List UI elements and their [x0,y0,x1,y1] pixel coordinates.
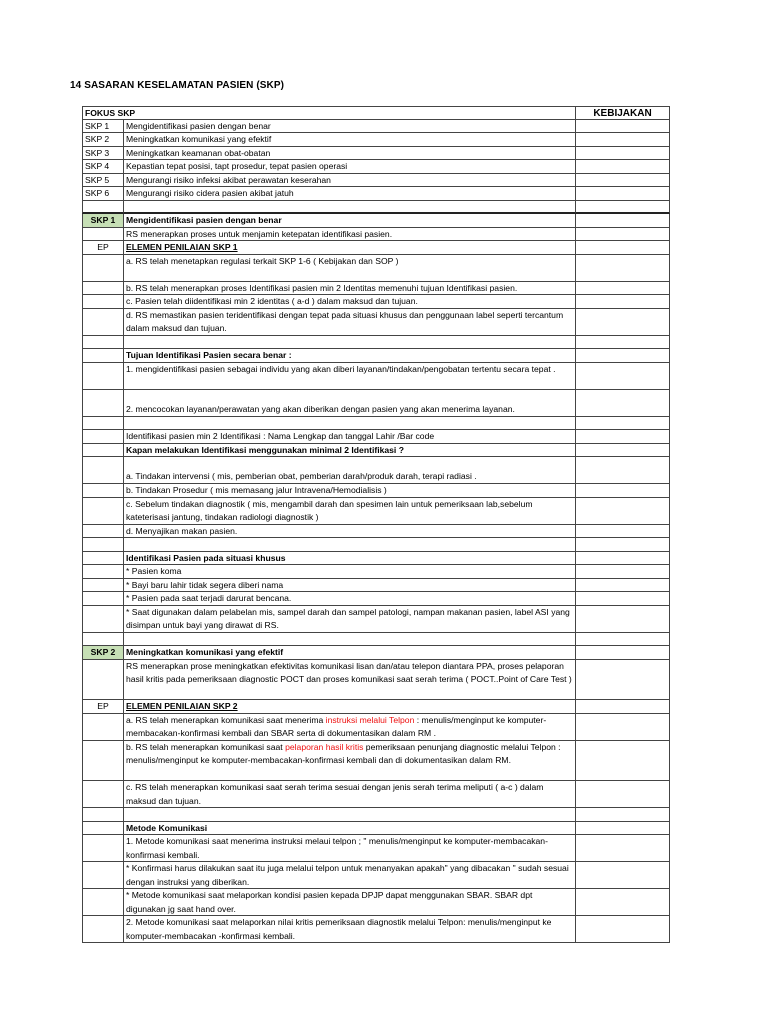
metode-2: 2. Metode komunikasi saat melaporkan nilai kritis pemeriksaan diagnostik melalui Telpon: menulis/menginput ke komputer-membacakan -konfirmasi kembali. [124,916,576,943]
table-row [82,187,670,201]
khusus-title: Identifikasi Pasien pada situasi khusus [124,552,576,566]
skp2-b-pre: b. RS telah menerapkan komunikasi saat [126,741,286,752]
tujuan-title: Tujuan Identifikasi Pasien secara benar : [124,349,576,363]
table-row [82,606,670,633]
table-header-row [82,106,670,120]
kebijakan-header: KEBIJAKAN [576,106,670,120]
table-row [82,700,670,714]
skp2-intro: RS menerapkan prose meningkatkan efektivitas komunikasi lisan dan/atau telepon diantara PPA, proses pelaporan hasil kritis pada pemeriksaan diagnostic POCT dan proses komunikasi saat serah terima ( POCT..Point of Care Test ) [124,660,576,701]
kebijakan-cell [576,174,670,188]
ep-label: EP [82,241,124,255]
skp2-c: c. RS telah menerapkan komunikasi saat serah terima sesuai dengan jenis serah terima meliputi ( a-c ) dalam maksud dan tujuan. [124,781,576,808]
table-row [82,309,670,336]
kapan-c: c. Sebelum tindakan diagnostik ( mis, mengambil darah dan spesimen lain untuk pemeriksaan lab,sebelum kateterisasi jantung, tindakan radiologi diagnostik ) [124,498,576,525]
table-row [82,133,670,147]
table-row [82,457,670,484]
skp-text: Mengurangi risiko cidera pasien akibat jatuh [124,187,576,201]
skp-code: SKP 5 [82,174,124,188]
kapan-title: Kapan melakukan Identifikasi menggunakan minimal 2 Identifikasi ? [124,444,576,458]
table-row [82,295,670,309]
table-row [82,174,670,188]
tujuan-2: 2. mencocokan layanan/perawatan yang akan diberikan dengan pasien yang akan menerima layanan. [124,390,576,417]
table-row [82,147,670,161]
kapan-a: a. Tindakan intervensi ( mis, pemberian obat, pemberian darah/produk darah, terapi radiasi . [124,457,576,484]
table-row [82,255,670,282]
skp2-title: Meningkatkan komunikasi yang efektif [124,646,576,660]
table-row [82,741,670,782]
identifikasi-min2: Identifikasi pasien min 2 Identifikasi : Nama Lengkap dan tanggal Lahir /Bar code [124,430,576,444]
empty-row [82,538,670,552]
metode-1: 1. Metode komunikasi saat menerima instruksi melaui telpon ; " menulis/menginput ke komputer-membacakan-konfirmasi kembali. [124,835,576,862]
fokus-header: FOKUS SKP [82,106,576,120]
empty-row [82,633,670,647]
table-row [82,579,670,593]
table-row [82,592,670,606]
ep-label: EP [82,700,124,714]
skp-code: SKP 2 [82,133,124,147]
khusus-3: * Pasien pada saat terjadi darurat bencana. [124,592,576,606]
khusus-4: * Saat digunakan dalam pelabelan mis, sampel darah dan sampel patologi, nampan makanan pasien, label ASI yang disimpan untuk bayi yang dirawat di RS. [124,606,576,633]
table-row [82,444,670,458]
skp2-a-highlight: instruksi melalui Telpon [325,714,415,725]
table-row [82,160,670,174]
empty-row [82,417,670,431]
skp2-elemen-title: ELEMEN PENILAIAN SKP 2 [124,700,576,714]
table-row [82,889,670,916]
skp2-a [124,714,576,741]
skp2-b-post: pemeriksaan penunjang diagnostic melalui Telpon : menulis/menginput ke komputer-membacakan-konfirmasi kembali dan di dokumentasikan dalam RM. [126,741,561,765]
skp1-b: b. RS telah menerapkan proses Identifikasi pasien min 2 Identitas memenuhi tujuan Identifikasi pasien. [124,282,576,296]
kebijakan-cell [576,120,670,134]
khusus-1: * Pasien koma [124,565,576,579]
table-row [82,363,670,390]
table-row [82,241,670,255]
skp1-title-row [82,214,670,228]
skp-code: SKP 4 [82,160,124,174]
skp1-intro: RS menerapkan proses untuk menjamin ketepatan identifikasi pasien. [124,228,576,242]
kapan-b: b. Tindakan Prosedur ( mis memasang jalur Intravena/Hemodialisis ) [124,484,576,498]
table-row [82,916,670,943]
table-row [82,349,670,363]
skp1-title: Mengidentifikasi pasien dengan benar [124,214,576,228]
table-row [82,835,670,862]
empty-row [82,808,670,822]
table-row [82,565,670,579]
skp1-d: d. RS memastikan pasien teridentifikasi dengan tepat pada situasi khusus dan penggunaan label seperti tercantum dalam maksud dan tujuan. [124,309,576,336]
skp-code: SKP 3 [82,147,124,161]
table-row [82,714,670,741]
table-row [82,430,670,444]
skp-text: Meningkatkan komunikasi yang efektif [124,133,576,147]
table-row [82,525,670,539]
metode-1b: * Konfirmasi harus dilakukan saat itu juga melalui telpon untuk menanyakan apakah" yang dibacakan " sudah sesuai dengan instruksi yang diberikan. [124,862,576,889]
table-row [82,484,670,498]
metode-title: Metode Komunikasi [124,822,576,836]
document-title: 14 SASARAN KESELAMATAN PASIEN (SKP) [70,80,285,91]
kebijakan-cell [576,187,670,201]
kebijakan-cell [576,160,670,174]
table-row [82,228,670,242]
skp-text: Meningkatkan keamanan obat-obatan [124,147,576,161]
skp-code: SKP 1 [82,120,124,134]
table-row [82,822,670,836]
table-row [82,282,670,296]
table-row [82,390,670,417]
skp2-a-post: : menulis/menginput ke komputer-membacakan-konfirmasi kembali dan SBAR serta di dokumentasikan dalam RM . [126,714,547,738]
skp1-a: a. RS telah menetapkan regulasi terkait SKP 1-6 ( Kebijakan dan SOP ) [124,255,576,282]
skp2-a-pre: a. RS telah menerapkan komunikasi saat menerima [126,714,326,725]
kebijakan-cell [576,133,670,147]
skp2-badge: SKP 2 [82,646,124,660]
tujuan-1: 1. mengidentifikasi pasien sebagai individu yang akan diberi layanan/tindakan/pengobatan tertentu secara tepat . [124,363,576,390]
skp2-b-highlight: pelaporan hasil kritis [285,741,364,752]
table-row [82,660,670,701]
skp1-badge: SKP 1 [82,214,124,228]
skp2-b [124,741,576,782]
table-row [82,781,670,808]
empty-row [82,336,670,350]
table-row [82,498,670,525]
skp-text: Mengurangi risiko infeksi akibat perawatan keserahan [124,174,576,188]
kapan-d: d. Menyajikan makan pasien. [124,525,576,539]
skp-text: Kepastian tepat posisi, tapt prosedur, tepat pasien operasi [124,160,576,174]
skp-text: Mengidentifikasi pasien dengan benar [124,120,576,134]
skp-code: SKP 6 [82,187,124,201]
table-row [82,552,670,566]
kebijakan-cell [576,147,670,161]
skp-table [82,106,670,943]
empty-row [82,201,670,215]
skp2-title-row [82,646,670,660]
skp1-elemen-title: ELEMEN PENILAIAN SKP 1 [124,241,576,255]
table-row [82,120,670,134]
table-row [82,862,670,889]
skp1-c: c. Pasien telah diidentifikasi min 2 identitas ( a-d ) dalam maksud dan tujuan. [124,295,576,309]
khusus-2: * Bayi baru lahir tidak segera diberi nama [124,579,576,593]
metode-1c: * Metode komunikasi saat melaporkan kondisi pasien kepada DPJP dapat menggunakan SBAR. SBAR dpt digunakan jg saat hand over. [124,889,576,916]
